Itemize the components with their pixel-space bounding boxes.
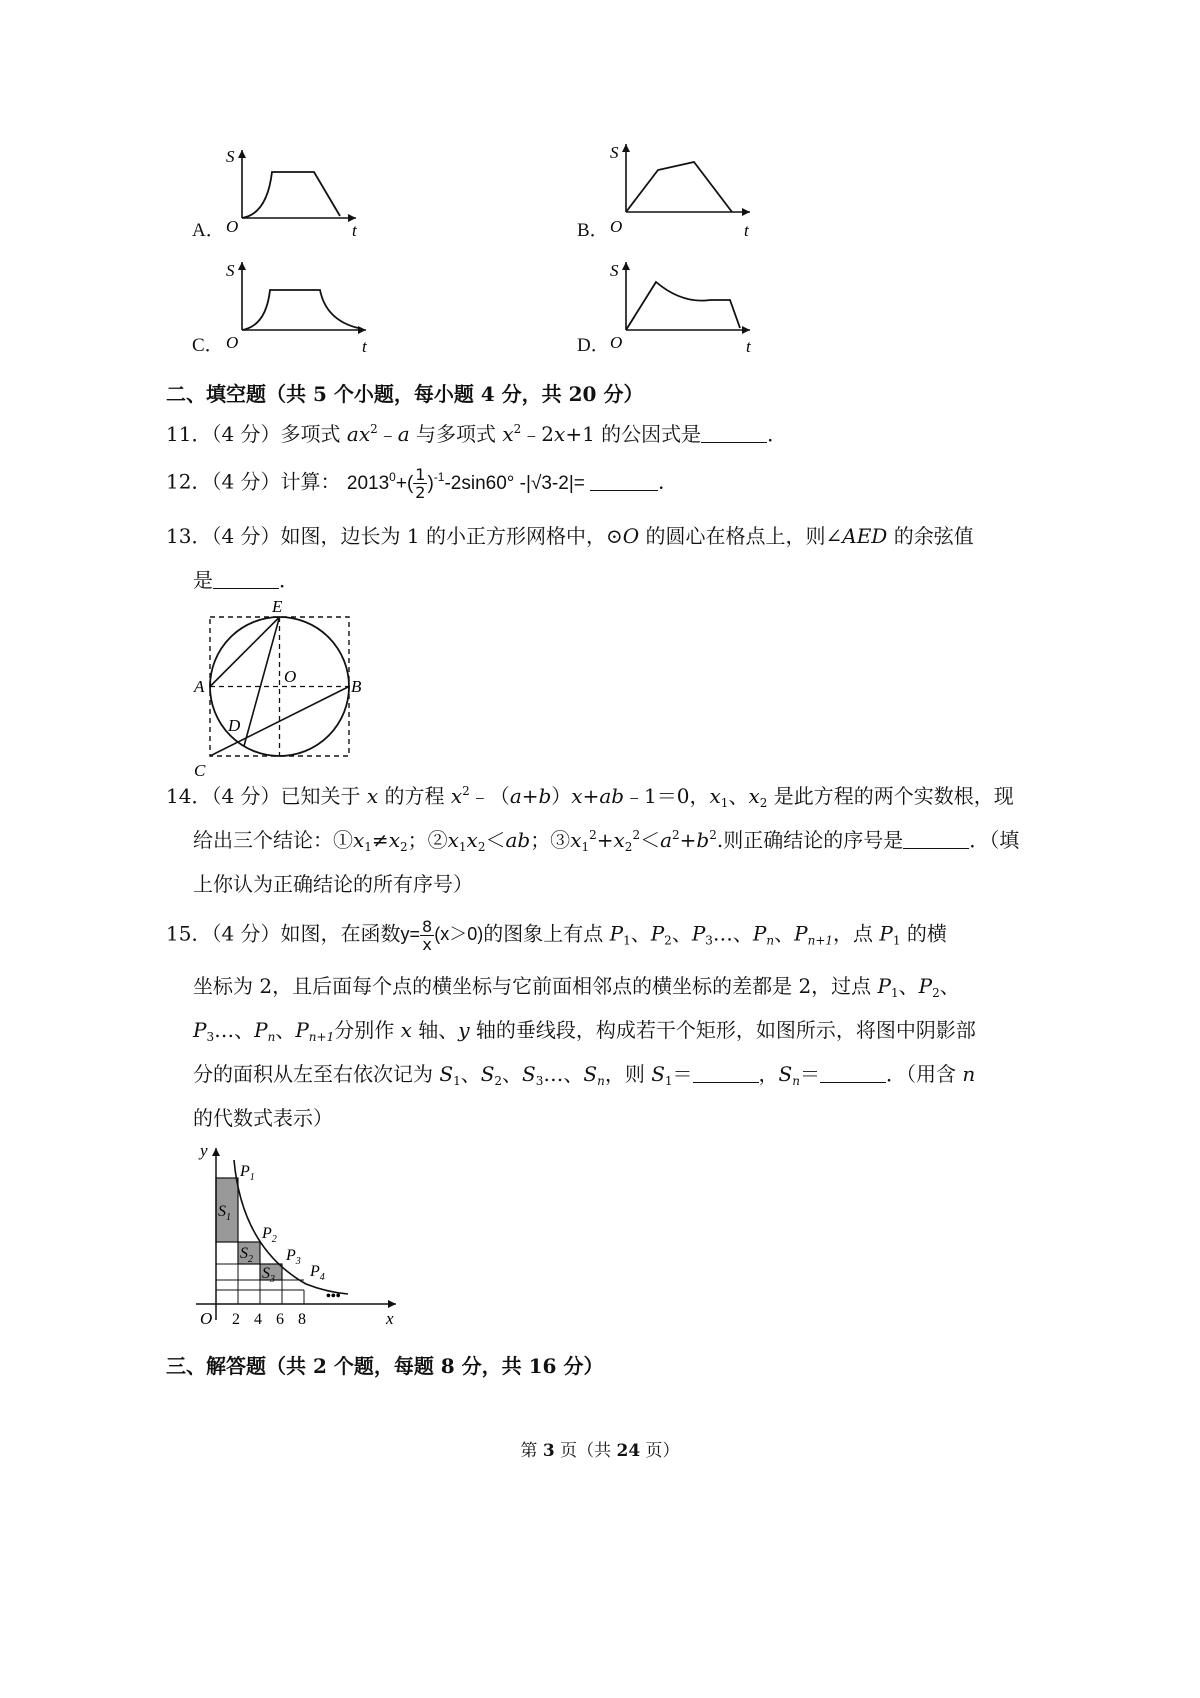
option-c-label: C．: [192, 335, 224, 356]
question-14-line3: 上你认为正确结论的所有序号）: [193, 872, 473, 896]
area-s2-label: $S_2$: [240, 1245, 253, 1265]
x-axis-label: t: [362, 337, 367, 356]
point-o-label: O: [284, 667, 297, 686]
area-s3-label: $S_3$: [262, 1265, 275, 1285]
question-14-line2: 给出三个结论：$①x_1\ne x_2$；$②x_1x_2<ab$；$③x_1^2+x_2^2<a^2+b^2$.则正确结论的序号是 ．（填: [193, 828, 1020, 854]
point-a-label: A: [194, 677, 205, 696]
answer-blank-14[interactable]: [903, 828, 969, 849]
fraction-half: $\frac{1}{2}$: [415, 465, 426, 502]
option-d-graph: [606, 256, 756, 356]
point-p2-label: $P_2$: [262, 1225, 277, 1245]
x-axis-label: t: [744, 221, 749, 240]
option-c-graph: [222, 256, 372, 356]
point-p3-label: $P_3$: [286, 1247, 301, 1267]
point-c-label: C: [194, 761, 206, 780]
y-axis-label: S: [226, 261, 235, 280]
question-14-line1: 14．（4 分）已知关于 x 的方程 $x^2﹣(a+b)x+ab﹣1=0$，$x_1$、$x_2$ 是此方程的两个实数根，现: [166, 784, 1014, 810]
segment-ae: [210, 617, 280, 687]
x-axis-label: t: [746, 337, 751, 356]
section-2-title: 二、填空题（共 5 个小题，每小题 4 分，共 20 分）: [166, 382, 644, 406]
figure-15-hyperbola-rectangles: [186, 1138, 406, 1330]
origin-label: O: [610, 333, 623, 352]
answer-blank-11[interactable]: [701, 422, 767, 443]
x-tick-4: 4: [254, 1311, 262, 1328]
question-11: 11．（4 分）多项式 $ax^2﹣a$ 与多项式 $x^2﹣2x+1$ 的公因式是 ．: [166, 422, 788, 446]
answer-blank-15a[interactable]: [693, 1062, 759, 1083]
question-15-line1: 15．（4 分）如图，在函数y= $\frac{8}{x}$ (x＞0)的图象上有点 $P_1$、$P_2$、$P_3\dots$、$P_n$、$P_{n+1}$，点 $P_1$ 的横: [166, 917, 947, 954]
option-a-curve: [242, 172, 340, 218]
option-c-curve: [242, 290, 358, 330]
question-13-line2: 是 ．: [193, 568, 299, 592]
question-15-line2: 坐标为 2，且后面每个点的横坐标与它前面相邻点的横坐标的差都是 2，过点 $P_1$、$P_2$、: [193, 974, 960, 1000]
point-p1-label: $P_1$: [240, 1163, 255, 1183]
option-a-graph: [222, 140, 362, 240]
answer-blank-12[interactable]: [590, 470, 658, 491]
option-d-label: D．: [577, 335, 610, 356]
question-15-line4: 分的面积从左至右依次记为 $S_1$、$S_2$、$S_3\dots$、$S_n$，则 $S_1=$ ，$S_n=$ ．（用含 n: [193, 1062, 976, 1088]
answer-blank-13[interactable]: [213, 568, 279, 589]
x-tick-6: 6: [276, 1311, 284, 1328]
point-p4-label: $P_4$: [310, 1263, 325, 1283]
origin-label: O: [226, 333, 239, 352]
y-axis-label: S: [610, 261, 619, 280]
x-tick-8: 8: [298, 1311, 306, 1328]
option-b-graph: [606, 140, 756, 240]
point-e-label: E: [272, 597, 283, 616]
point-b-label: B: [351, 677, 362, 696]
function-expression: y= $\frac{8}{x}$ (x＞0): [400, 917, 484, 954]
figure-13-circle-grid: [190, 596, 370, 782]
section-3-title: 三、解答题（共 2 个题，每题 8 分，共 16 分）: [166, 1354, 604, 1378]
x-tick-2: 2: [232, 1311, 240, 1328]
continuation-dots: •••: [326, 1289, 341, 1304]
origin-label: O: [610, 217, 623, 236]
question-13: 13．（4 分）如图，边长为 1 的小正方形网格中，⊙O 的圆心在格点上，则∠AED 的余弦值: [166, 524, 974, 548]
y-axis-label: y: [200, 1141, 208, 1160]
x-axis-label: t: [352, 221, 357, 240]
y-axis-label: S: [226, 147, 235, 166]
option-b-label: B．: [577, 220, 609, 241]
option-a-label: A．: [192, 220, 225, 241]
option-b-curve: [626, 162, 732, 212]
option-d-curve: [626, 282, 740, 330]
answer-blank-15b[interactable]: [820, 1062, 886, 1083]
question-15-line5: 的代数式表示）: [193, 1106, 333, 1130]
question-12: 12．（4 分）计算： $2013^0+$( $\frac{1}{2}$ )$^{-1}$-2sin60° -|√3-2|= ．: [166, 465, 679, 502]
origin-label: O: [200, 1309, 213, 1328]
page-footer: 第 3 页（共 24 页）: [520, 1441, 680, 1461]
area-s1-label: $S_1$: [218, 1203, 231, 1223]
question-15-line3: $P_3\dots$、$P_n$、$P_{n+1}$分别作 x 轴、y 轴的垂线段，构成若干个矩形，如图所示，将图中阴影部: [193, 1018, 976, 1044]
x-axis-label: x: [386, 1309, 394, 1328]
y-axis-label: S: [610, 143, 619, 162]
origin-label: O: [226, 217, 239, 236]
point-d-label: D: [228, 716, 241, 735]
segment-ed: [244, 617, 280, 746]
